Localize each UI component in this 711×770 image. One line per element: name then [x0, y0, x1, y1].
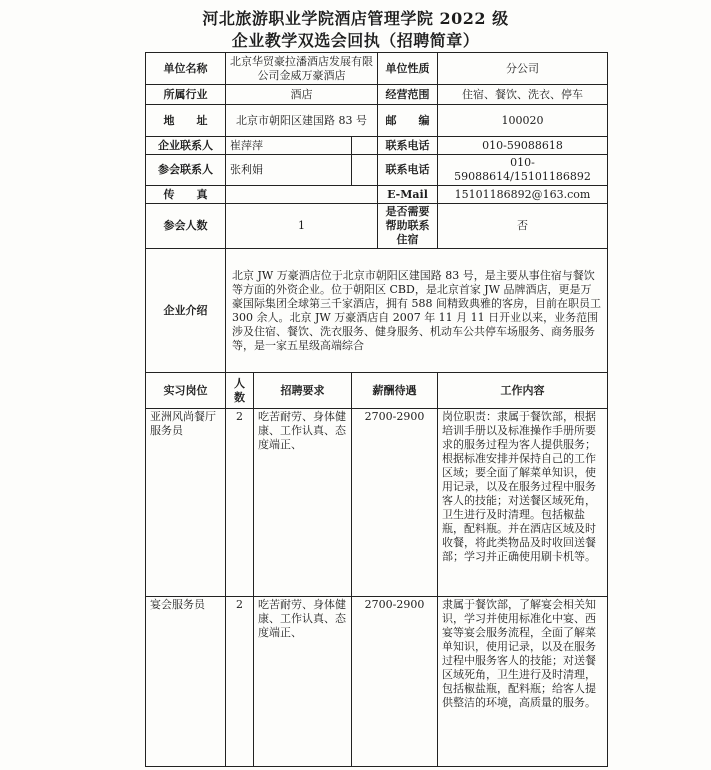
job-requirement: 吃苦耐劳、身体健康、工作认真、态度端正、 — [254, 597, 352, 767]
industry-label: 所属行业 — [146, 85, 226, 105]
business-scope-value: 住宿、餐饮、洗衣、停车 — [438, 85, 608, 105]
industry-value: 酒店 — [226, 85, 378, 105]
job-row — [146, 409, 608, 597]
row-unit-name — [146, 53, 608, 85]
postcode-value: 100020 — [438, 105, 608, 137]
header-position: 实习岗位 — [146, 373, 226, 409]
contact-person-value: 崔萍萍 — [226, 137, 352, 155]
need-lodging-label: 是否需要帮助联系住宿 — [378, 204, 438, 249]
job-row — [146, 597, 608, 767]
contact-phone-value: 010-59088618 — [438, 137, 608, 155]
unit-name-label: 单位名称 — [146, 53, 226, 85]
job-requirement: 吃苦耐劳、身体健康、工作认真、态度端正、 — [254, 409, 352, 597]
attend-phone-label: 联系电话 — [378, 155, 438, 186]
attend-phone-value: 010-59088614/15101186892 — [438, 155, 608, 186]
company-intro-text: 北京 JW 万豪酒店位于北京市朝阳区建国路 83 号，是主要从事住宿与餐饮等方面的外资企业。位于朝阳区 CBD，是北京首家 JW 品牌酒店，更是万豪国际集团全球第三千家酒店，拥有 588 间精致典雅的客房，目前在职员工 300 余人。北京 JW 万豪酒店自 2007 年 11 月 11 日开业以来，业务范围涉及住宿、餐饮、洗衣服务、健身服务、机动车公共停车场服务、商务服务等，是一家五星级高端综合 — [226, 249, 608, 373]
fax-label: 传 真 — [146, 186, 226, 204]
contact-person-label: 企业联系人 — [146, 137, 226, 155]
row-address — [146, 105, 608, 137]
document-subtitle: 企业教学双选会回执（招聘简章） — [231, 31, 480, 50]
attendee-count-label: 参会人数 — [146, 204, 226, 249]
job-content: 岗位职责：隶属于餐饮部，根据培训手册以及标准操作手册所要求的服务过程为客人提供服务；根据标准安排并保持自己的工作区域；要全面了解菜单知识，使用记录，以及在服务过程中服务客人的技能；对送餐区域死角，卫生进行及时清理。包括椒盐瓶，配料瓶。并在酒店区域及时收餐，将此类物品及时收回送餐部；学习并正确使用刷卡机等。 — [438, 409, 608, 597]
company-intro-label: 企业介绍 — [146, 249, 226, 373]
job-position: 亚洲风尚餐厅服务员 — [146, 409, 226, 597]
header-salary: 薪酬待遇 — [352, 373, 438, 409]
row-company-intro — [146, 249, 608, 373]
document-title: 河北旅游职业学院酒店管理学院 2022 级 — [202, 9, 509, 28]
job-position: 宴会服务员 — [146, 597, 226, 767]
attend-blank — [352, 155, 378, 186]
job-table-header — [146, 373, 608, 409]
need-lodging-value: 否 — [438, 204, 608, 249]
unit-nature-value: 分公司 — [438, 53, 608, 85]
attendee-count-value: 1 — [226, 204, 378, 249]
job-count: 2 — [226, 597, 254, 767]
header-content: 工作内容 — [438, 373, 608, 409]
unit-nature-label: 单位性质 — [378, 53, 438, 85]
header-requirement: 招聘要求 — [254, 373, 352, 409]
postcode-label: 邮 编 — [378, 105, 438, 137]
email-value: 15101186892@163.com — [438, 186, 608, 204]
row-attend — [146, 155, 608, 186]
business-scope-label: 经营范围 — [378, 85, 438, 105]
contact-blank — [352, 137, 378, 155]
row-fax — [146, 186, 608, 204]
attend-person-label: 参会联系人 — [146, 155, 226, 186]
row-industry — [146, 85, 608, 105]
row-attendees — [146, 204, 608, 249]
fax-value — [226, 186, 378, 204]
attend-person-value: 张利娟 — [226, 155, 352, 186]
row-contact — [146, 137, 608, 155]
job-salary: 2700-2900 — [352, 409, 438, 597]
job-salary: 2700-2900 — [352, 597, 438, 767]
address-value: 北京市朝阳区建国路 83 号 — [226, 105, 378, 137]
job-content: 隶属于餐饮部，了解宴会相关知识，学习并使用标准化中宴、西宴等宴会服务流程，全面了解菜单知识，使用记录，以及在服务过程中服务客人的技能；对送餐区域死角，卫生进行及时清理，包括椒盐瓶，配料瓶；给客人提供整洁的环境，高质量的服务。 — [438, 597, 608, 767]
address-label: 地 址 — [146, 105, 226, 137]
email-label: E-Mail — [378, 186, 438, 204]
job-count: 2 — [226, 409, 254, 597]
contact-phone-label: 联系电话 — [378, 137, 438, 155]
unit-name-value: 北京华贸豪拉潘酒店发展有限公司金威万豪酒店 — [226, 53, 378, 85]
header-count: 人数 — [226, 373, 254, 409]
recruitment-form — [145, 52, 608, 767]
